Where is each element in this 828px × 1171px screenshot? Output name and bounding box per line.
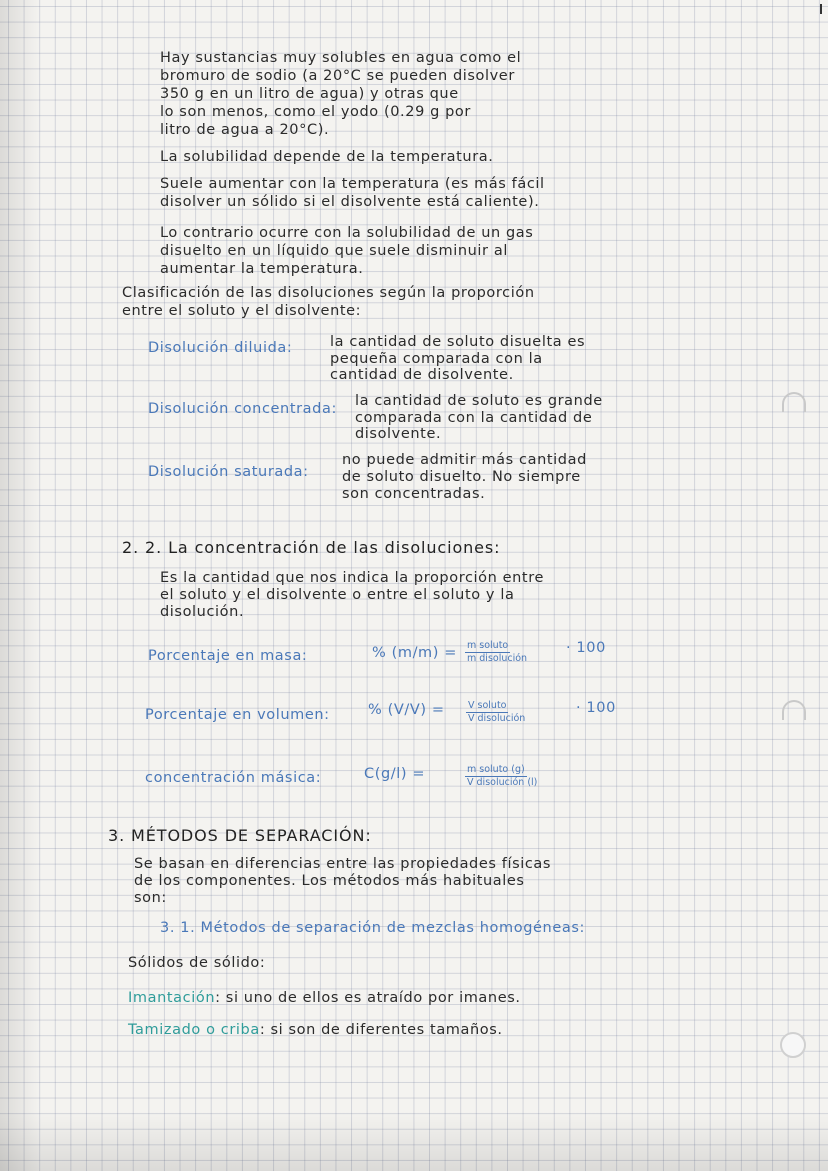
fraction-masa (465, 640, 529, 665)
formula-multiplier: · 100 (576, 700, 616, 716)
formula-multiplier: · 100 (566, 640, 606, 656)
text-line: entre el soluto y el disolvente: (122, 303, 362, 319)
text-line: La solubilidad depende de la temperatura. (160, 149, 494, 165)
fraction-masica (465, 764, 539, 789)
text-line: disolvente. (355, 426, 442, 442)
text-line: litro de agua a 20°C). (160, 122, 330, 138)
text-line: cantidad de disolvente. (330, 367, 514, 383)
text-line: Lo contrario ocurre con la solubilidad de un gas (160, 225, 534, 241)
term-saturada: Disolución saturada: (148, 464, 309, 480)
term-diluida: Disolución diluida: (148, 340, 293, 356)
page-shadow-bottom (0, 1111, 828, 1171)
fraction-denominator: V disolución (l) (467, 777, 538, 788)
fraction-numerator: m soluto (467, 640, 509, 651)
text-line: la cantidad de soluto es grande (355, 393, 603, 409)
binder-ring-icon (782, 392, 806, 412)
text-line: 350 g en un litro de agua) y otras que (160, 86, 459, 102)
margin-mark (820, 4, 822, 14)
method-term: Imantación (128, 990, 216, 1006)
text-line: aumentar la temperatura. (160, 261, 364, 277)
fraction-denominator: m disolución (467, 653, 528, 664)
text-line: pequeña comparada con la (330, 351, 543, 367)
section-3-title: 3. MÉTODOS DE SEPARACIÓN: (108, 826, 372, 845)
text-line: de soluto disuelto. No siempre (342, 469, 581, 485)
formula-label-masica: concentración másica: (145, 770, 322, 786)
text-line: Hay sustancias muy solubles en agua como el (160, 50, 522, 66)
text-line: la cantidad de soluto disuelta es (330, 334, 586, 350)
text-line: el soluto y el disolvente o entre el soluto y la (160, 587, 515, 603)
fraction-numerator: V soluto (468, 700, 507, 711)
formula-lhs: % (V/V) = (368, 702, 445, 718)
text-line: son: (134, 890, 167, 906)
text-line: no puede admitir más cantidad (342, 452, 587, 468)
binder-ring-icon (782, 700, 806, 720)
text-line: Es la cantidad que nos indica la proporción entre (160, 570, 544, 586)
binder-hole-icon (780, 1032, 806, 1058)
text-line: son concentradas. (342, 486, 486, 502)
text-line: bromuro de sodio (a 20°C se pueden disolver (160, 68, 515, 84)
text-line: Sólidos de sólido: (128, 955, 266, 971)
page-shadow-left (0, 0, 40, 1171)
text-line: Se basan en diferencias entre las propiedades físicas (134, 856, 552, 872)
formula-label-volumen: Porcentaje en volumen: (145, 707, 330, 723)
method-item (128, 990, 521, 1006)
fraction-denominator: V disolución (468, 713, 526, 724)
text-line: Clasificación de las disoluciones según la proporción (122, 285, 535, 301)
method-term: Tamizado o criba (128, 1022, 260, 1038)
method-description: : si uno de ellos es atraído por imanes. (215, 990, 521, 1006)
text-line: lo son menos, como el yodo (0.29 g por (160, 104, 471, 120)
method-item (128, 1022, 503, 1038)
fraction-numerator: m soluto (g) (467, 764, 525, 775)
text-line: de los componentes. Los métodos más habituales (134, 873, 525, 889)
subsection-title: 3. 1. Métodos de separación de mezclas homogéneas: (160, 920, 585, 936)
text-line: Suele aumentar con la temperatura (es más fácil (160, 176, 545, 192)
text-line: disolver un sólido si el disolvente está caliente). (160, 194, 540, 210)
fraction-volumen (466, 700, 527, 725)
text-line: disuelto en un líquido que suele disminuir al (160, 243, 508, 259)
formula-lhs: C(g/l) = (364, 766, 426, 782)
method-description: : si son de diferentes tamaños. (259, 1022, 503, 1038)
section-2-title: 2. 2. La concentración de las disoluciones: (122, 538, 501, 557)
text-line: disolución. (160, 604, 245, 620)
term-concentrada: Disolución concentrada: (148, 401, 337, 417)
formula-lhs: % (m/m) = (372, 645, 457, 661)
formula-label-masa: Porcentaje en masa: (148, 648, 308, 664)
text-line: comparada con la cantidad de (355, 410, 593, 426)
